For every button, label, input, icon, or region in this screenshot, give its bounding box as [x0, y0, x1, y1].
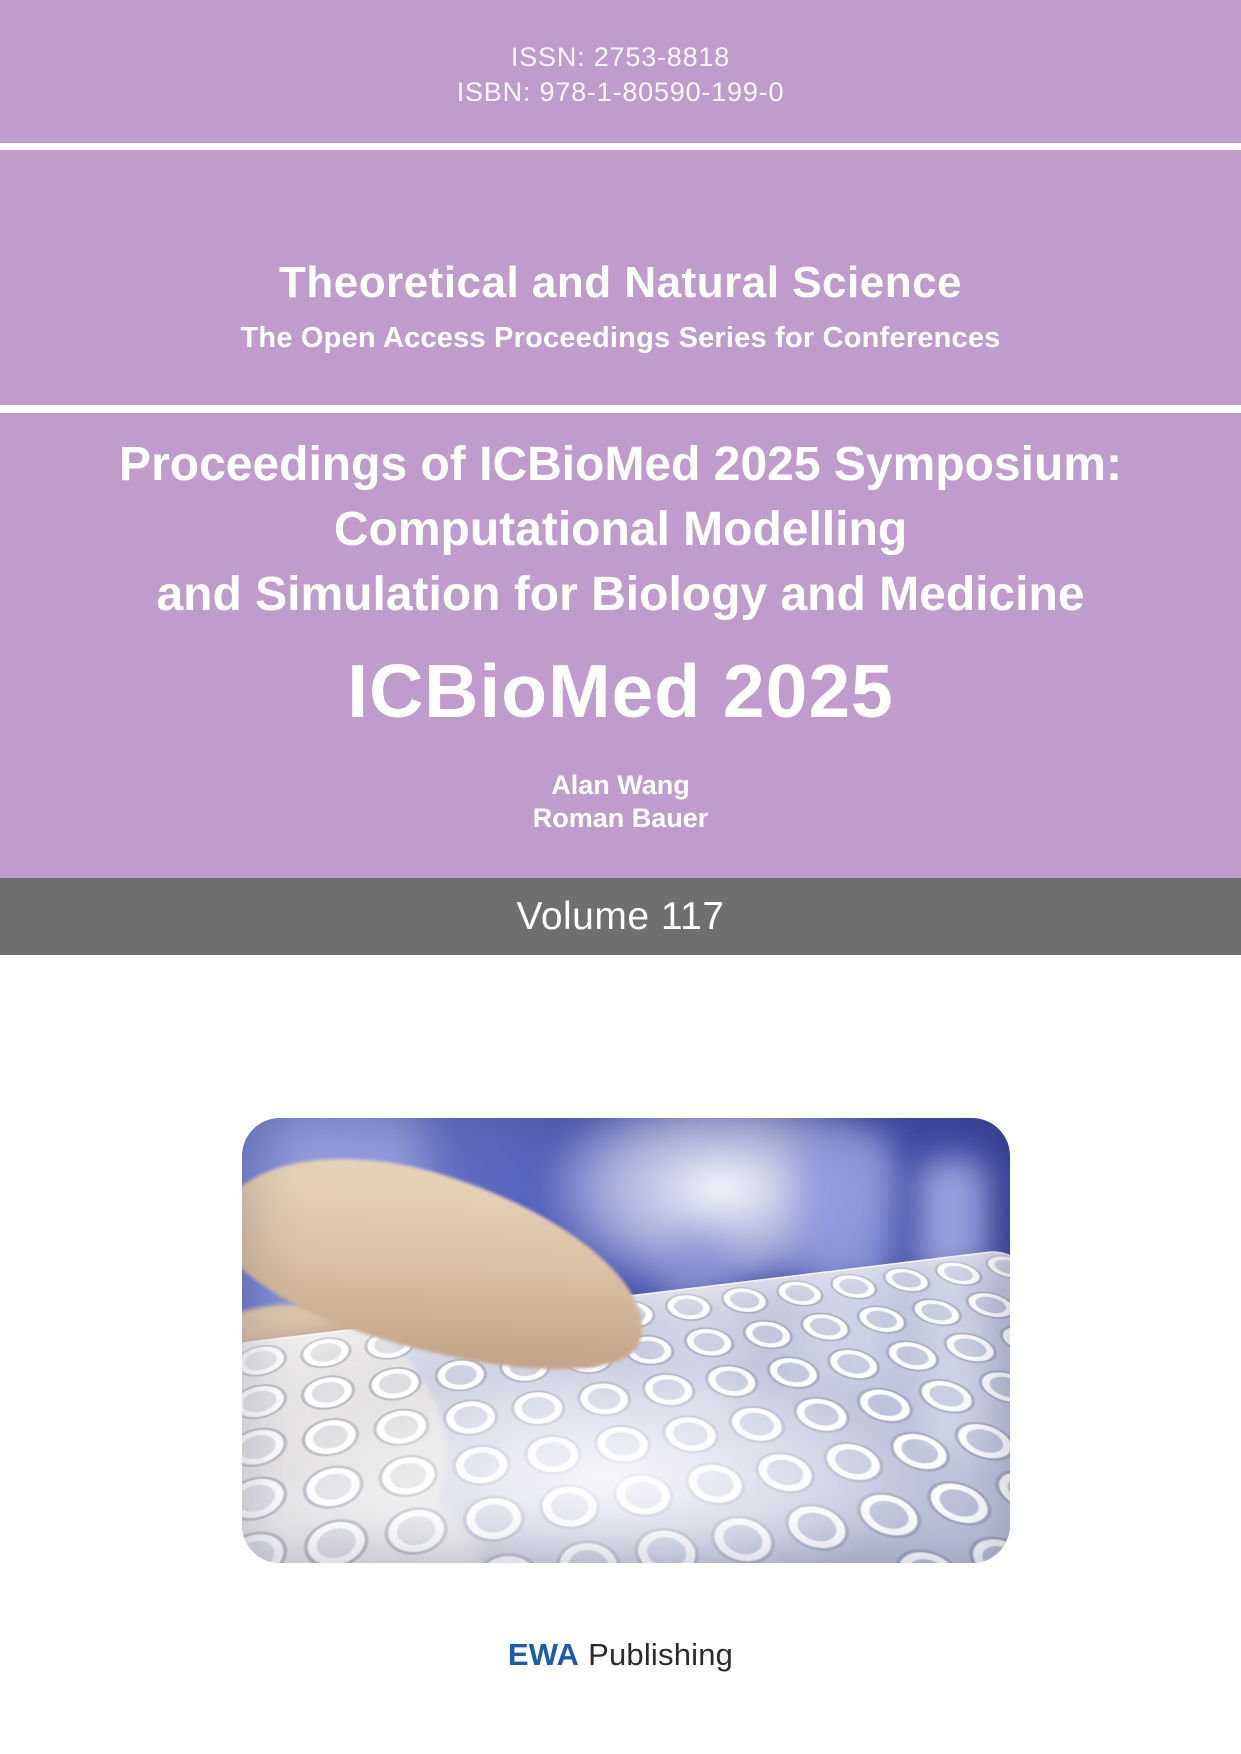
conference-acronym-title: ICBioMed 2025 [347, 649, 894, 733]
series-title: Theoretical and Natural Science [278, 258, 963, 307]
issn-text: ISSN: 2753-8818 [510, 42, 731, 72]
editors-block [0, 769, 1241, 835]
proceedings-title-line1: Proceedings of ICBioMed 2025 Symposium: [119, 438, 1122, 491]
cover-photo [242, 1118, 1010, 1563]
editor-name: Alan Wang [551, 770, 690, 800]
separator-line-bottom [0, 405, 1241, 413]
publisher-name-bold: EWA [507, 1637, 580, 1672]
publisher-name-rest: Publishing [588, 1637, 734, 1672]
separator-line-top [0, 143, 1241, 150]
volume-label: Volume 117 [516, 894, 725, 938]
editor-name: Roman Bauer [532, 803, 709, 833]
publisher-logo [0, 1637, 1241, 1673]
proceedings-title [0, 432, 1241, 627]
proceedings-title-line3: and Simulation for Biology and Medicine [156, 568, 1085, 621]
isbn-text: ISBN: 978-1-80590-199-0 [456, 77, 785, 107]
proceedings-title-line2: Computational Modelling [333, 503, 908, 556]
volume-bar [0, 878, 1241, 955]
issn-band [0, 0, 1241, 143]
series-subtitle: The Open Access Proceedings Series for Conferences [240, 322, 1001, 354]
issn-isbn-block [0, 40, 1241, 110]
